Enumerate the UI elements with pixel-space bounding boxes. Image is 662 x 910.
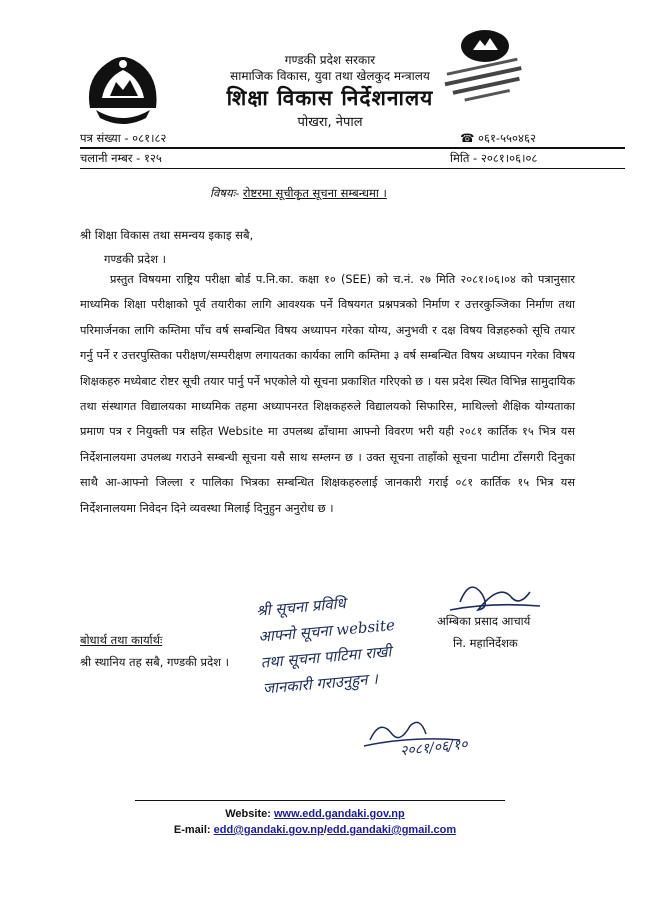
header-rule-secondary	[80, 168, 625, 169]
handwritten-line-4: जानकारी गराउनुहुन ।	[262, 669, 379, 698]
office-seal-icon	[440, 20, 530, 115]
handwritten-line-2: आफ्नो सूचना website	[257, 615, 396, 646]
footer-website-row	[100, 806, 530, 822]
phone-block	[460, 131, 536, 146]
government-name: गण्डकी प्रदेश सरकार	[284, 53, 376, 67]
website-label: Website:	[225, 808, 271, 820]
directorate-name: शिक्षा विकास निर्देशनालय	[226, 86, 434, 110]
header-rule	[80, 147, 625, 149]
subject-text: रोष्टरमा सूचीकृत सूचना सम्बन्धमा ।	[242, 186, 387, 200]
footer-rule	[135, 800, 505, 801]
letter-date: मिति - २०८१।०६।०८	[450, 151, 538, 165]
handwritten-date: २०८१/०६/१०	[399, 736, 469, 760]
subject-line	[210, 186, 387, 201]
email-separator: /	[323, 824, 327, 836]
letter-body: प्रस्तुत विषयमा राष्ट्रिय परीक्षा बोर्ड प.नि.का. कक्षा १० (SEE) को च.नं. २७ मिति २०८१।०६।०४ को पत्रानुसार माध्यमिक शिक्षा परीक्षाको पूर्व तयारीका लागि आवश्यक पर्ने विषयगत प्रश्नपत्रको निर्माण र उत्तरकुञ्जिका निर्माण तथा परिमार्जनका लागि कम्तिमा पाँच वर्ष सम्बन्धित विषय अध्यापन गरेका योग्य, अनुभवी र दक्ष विषय विज्ञहरुको सूचि तयार गर्नु पर्ने र उत्तरपुस्तिका परीक्षण/सम्परीक्षण लगायतका कार्यका लागि कम्तिमा ३ वर्ष सम्बन्धित विषय अध्यापन गरेका विषय शिक्षकहरु मध्येबाट रोष्टर सूची तयार पार्नु पर्ने भएकोले यो सूचना प्रकाशित गरिएको छ । यस प्रदेश स्थित विभिन्न सामुदायिक तथा संस्थागत विद्यालयका माध्यमिक तहमा अध्यापनरत शिक्षकहरुले विद्यालयको सिफारिस, माथिल्लो शैक्षिक योग्यताका प्रमाण पत्र र नियुक्ती पत्र सहित Website मा उपलब्ध ढाँचामा आफ्नो विवरण भरी यही २०८१ कार्तिक १५ भित्र यस निर्देशनालयमा उपलब्ध गराउने सम्बन्धी सूचना यसै साथ सम्लग्न छ । उक्त सूचना ताहाँको सूचना पाटीमा टाँसगरी दिनुका साथै आ-आफ्नो जिल्ला र पालिका भित्रका सम्बन्धित शिक्षकहरुलाई जानकारी गराई ०८१ कार्तिक १५ भित्र यस निर्देशनालयमा निवेदन दिने व्यवस्था मिलाई दिनुहुन अनुरोध छ ।	[80, 273, 575, 515]
website-link[interactable]: www.edd.gandaki.gov.np	[273, 808, 405, 820]
handwritten-note	[255, 579, 478, 701]
letter-number: पत्र संख्या - ०८१।८२	[80, 131, 167, 145]
phone-icon: ☎	[460, 131, 475, 145]
cc-line: श्री स्थानिय तह सबै, गण्डकी प्रदेश ।	[80, 655, 230, 669]
email-link-1[interactable]: edd@gandaki.gov.np	[213, 824, 324, 836]
addressee	[80, 223, 253, 271]
city: पोखरा, नेपाल	[297, 115, 363, 130]
cc-heading: बोधार्थ तथा कार्यार्थः	[80, 633, 163, 647]
handwritten-line-3: तथा सूचना पाटिमा राखी	[259, 642, 393, 672]
footer	[100, 806, 530, 838]
ministry-name: सामाजिक विकास, युवा तथा खेलकुद मन्त्रालय	[230, 69, 430, 83]
subject-label: विषयः-	[210, 186, 240, 200]
addressee-line-2: गण्डकी प्रदेश ।	[104, 252, 167, 266]
addressee-line-1: श्री शिक्षा विकास तथा समन्वय इकाइ सबै,	[80, 228, 254, 242]
email-label: E-mail:	[173, 824, 211, 836]
phone-number: ०६१-५५०४६२	[477, 131, 536, 145]
signatory-name: अम्बिका प्रसाद आचार्य	[437, 614, 531, 628]
email-link-2[interactable]: edd.gandaki@gmail.com	[326, 824, 457, 836]
footer-email-row	[100, 822, 530, 838]
handwritten-line-1: श्री सूचना प्रविधि	[255, 594, 347, 620]
signatory-title: नि. महानिर्देशक	[453, 636, 518, 650]
dispatch-number: चलानी नम्बर - १२५	[80, 151, 162, 165]
